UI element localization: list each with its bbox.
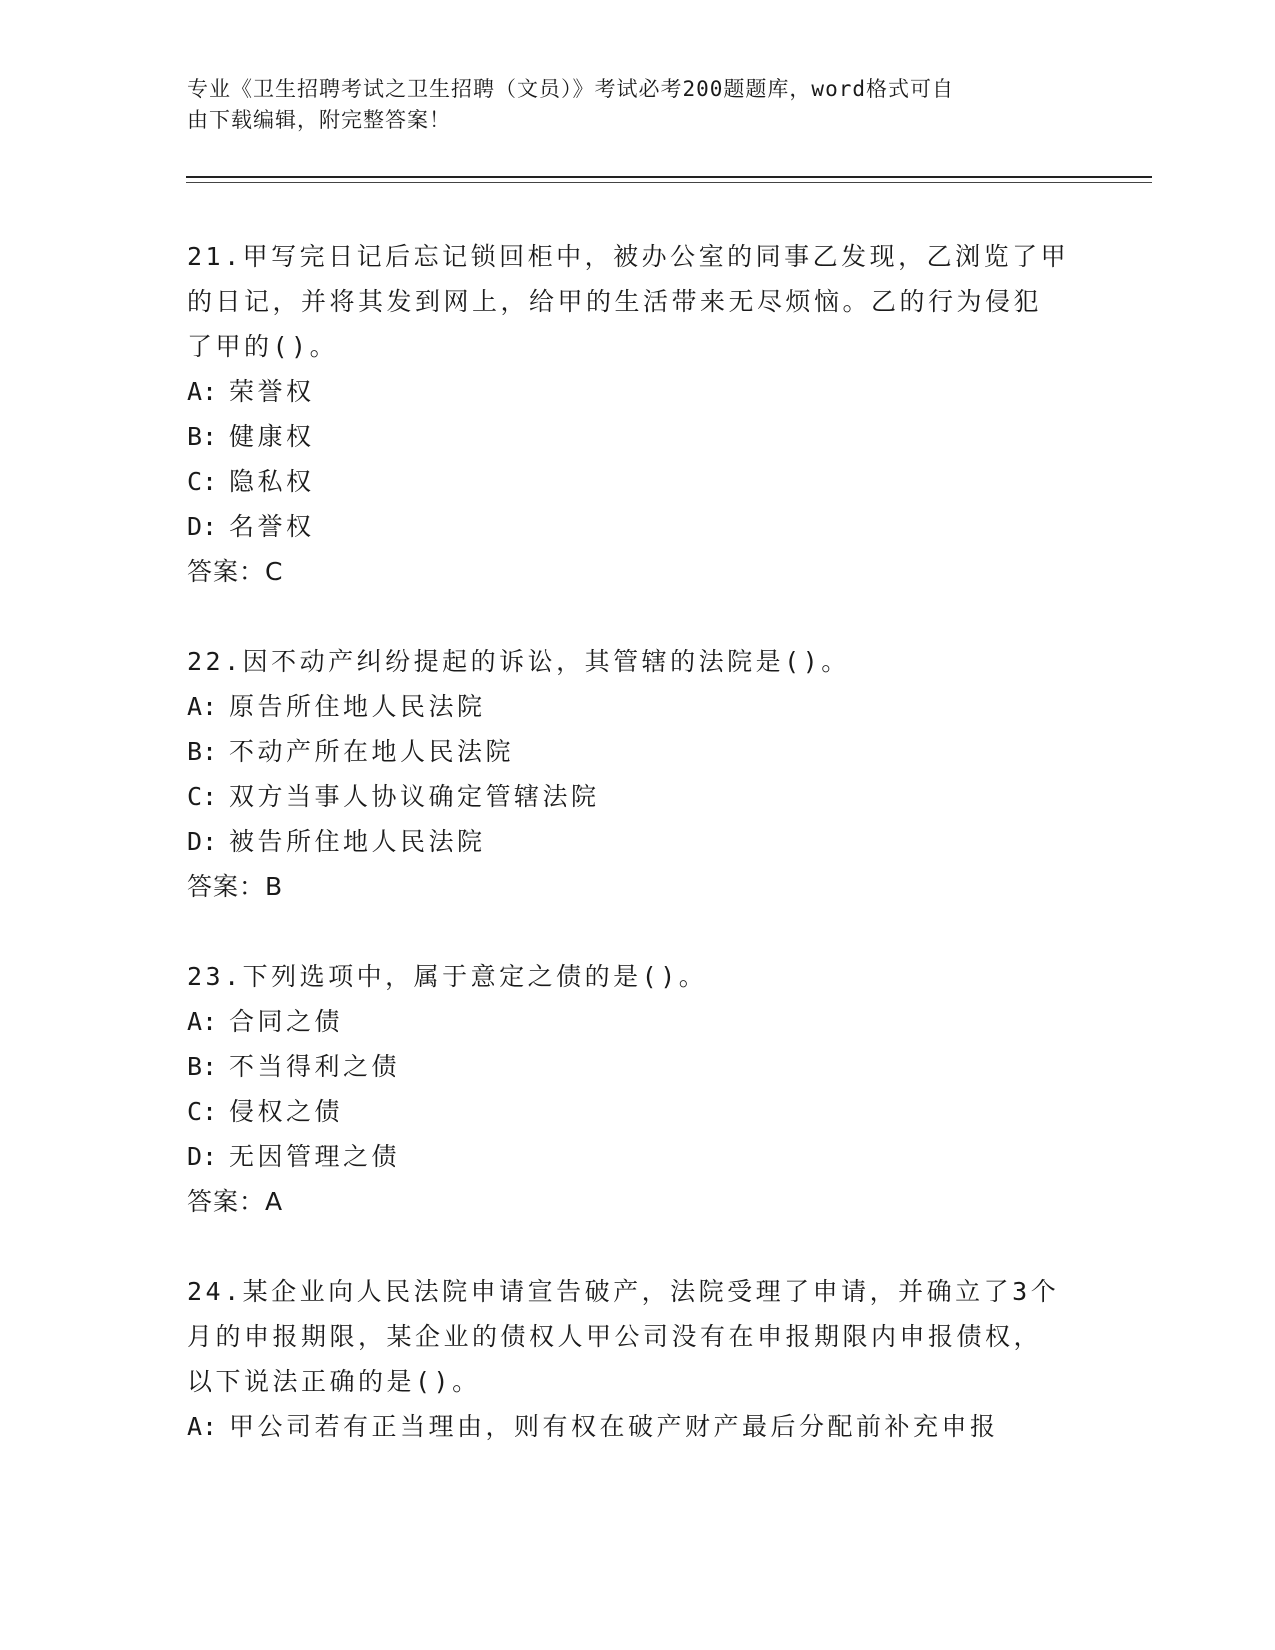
question-stem-line: 月的申报期限，某企业的债权人甲公司没有在申报期限内申报债权，	[187, 1322, 1043, 1351]
question-list	[187, 234, 1087, 1449]
option-key: B:	[187, 422, 218, 451]
option-d	[187, 504, 1087, 549]
option-c	[187, 774, 1087, 819]
option-c	[187, 1089, 1087, 1134]
option-a	[187, 1404, 1087, 1449]
option-text: 不动产所在地人民法院	[229, 737, 515, 766]
question-spacer	[187, 594, 1087, 639]
option-key: D:	[187, 1142, 218, 1171]
option-text: 隐私权	[229, 467, 315, 496]
question-spacer	[187, 1224, 1087, 1269]
option-key: C:	[187, 467, 218, 496]
header-divider-thin	[186, 182, 1152, 183]
option-d	[187, 1134, 1087, 1179]
option-text: 被告所住地人民法院	[229, 827, 486, 856]
answer-line: 答案：A	[187, 1187, 284, 1216]
option-key: A:	[187, 692, 218, 721]
option-text: 无因管理之债	[229, 1142, 401, 1171]
option-text: 名誉权	[229, 512, 315, 541]
option-text: 侵权之债	[229, 1097, 344, 1126]
option-b	[187, 414, 1087, 459]
option-a	[187, 369, 1087, 414]
option-key: B:	[187, 1052, 218, 1081]
question-spacer	[187, 909, 1087, 954]
question-stem-line: 23.下列选项中，属于意定之债的是()。	[187, 962, 708, 991]
option-text: 原告所住地人民法院	[229, 692, 486, 721]
option-key: D:	[187, 827, 218, 856]
option-key: A:	[187, 1007, 218, 1036]
header-line-1: 专业《卫生招聘考试之卫生招聘（文员）》考试必考200题题库，word格式可自	[187, 77, 954, 101]
question-stem-line: 的日记，并将其发到网上，给甲的生活带来无尽烦恼。乙的行为侵犯	[187, 287, 1043, 316]
option-d	[187, 819, 1087, 864]
question-stem-line: 以下说法正确的是()。	[187, 1367, 481, 1396]
question-stem-line: 22.因不动产纠纷提起的诉讼，其管辖的法院是()。	[187, 647, 850, 676]
question-21	[187, 234, 1087, 594]
option-a	[187, 999, 1087, 1044]
question-stem-line: 24.某企业向人民法院申请宣告破产，法院受理了申请，并确立了3个	[187, 1277, 1060, 1306]
option-key: A:	[187, 1412, 218, 1441]
answer-line: 答案：C	[187, 557, 284, 586]
question-22	[187, 639, 1087, 909]
option-b	[187, 1044, 1087, 1089]
header-line-2: 由下载编辑，附完整答案！	[187, 108, 451, 132]
option-key: D:	[187, 512, 218, 541]
answer-line: 答案：B	[187, 872, 284, 901]
option-text: 健康权	[229, 422, 315, 451]
question-23	[187, 954, 1087, 1224]
option-key: C:	[187, 1097, 218, 1126]
option-key: B:	[187, 737, 218, 766]
document-header	[187, 74, 1067, 136]
question-stem-line: 21.甲写完日记后忘记锁回柜中，被办公室的同事乙发现，乙浏览了甲	[187, 242, 1070, 271]
option-c	[187, 459, 1087, 504]
option-text: 不当得利之债	[229, 1052, 401, 1081]
option-key: A:	[187, 377, 218, 406]
option-key: C:	[187, 782, 218, 811]
option-a	[187, 684, 1087, 729]
option-text: 双方当事人协议确定管辖法院	[229, 782, 600, 811]
question-24	[187, 1269, 1087, 1449]
option-text: 甲公司若有正当理由，则有权在破产财产最后分配前补充申报	[229, 1412, 999, 1441]
header-divider	[186, 176, 1152, 178]
question-stem-line: 了甲的()。	[187, 332, 339, 361]
option-text: 荣誉权	[229, 377, 315, 406]
option-b	[187, 729, 1087, 774]
option-text: 合同之债	[229, 1007, 344, 1036]
